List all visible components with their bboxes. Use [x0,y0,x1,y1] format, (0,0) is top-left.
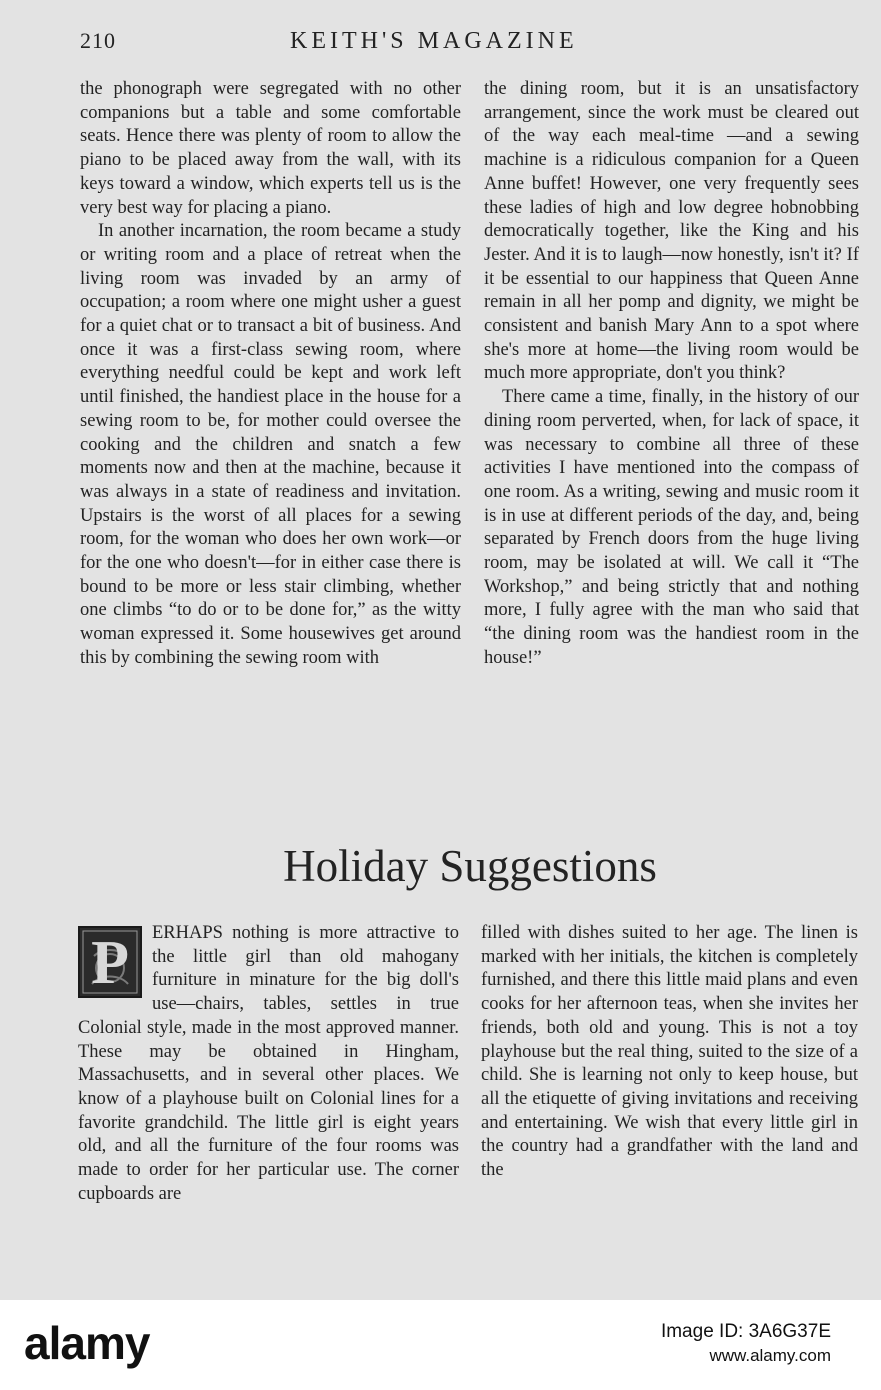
magazine-title: KEITH'S MAGAZINE [290,28,578,54]
page-header [80,28,860,64]
article1-column-left [80,78,461,671]
paragraph: the phonograph were segregated with no other companions but a table and some comfortable seats. Hence there was plenty of room to allow the piano to be placed away from the wall, with its keys toward a window, which experts tell us is the very best way for placing a piano. [80,79,461,218]
image-id: Image ID: 3A6G37E [660,1321,831,1342]
alamy-logo: alamy [24,1317,150,1369]
paragraph: the dining room, but it is an unsatisfactory arrangement, since the work must be cleared out of the way each meal-time —and a sewing machine is a ridiculous companion for a Queen Anne buffet! However, one very frequently sees these ladies of high and low degree hobnobbing democratically together, like the King and his Jester. And it is to laugh—now honestly, isn't it? If it be essential to our happiness that Queen Anne remain in all her pomp and dignity, we might be consistent and banish Mary Ann to a spot where she's more at home—the living room would be much more appropriate, don't you think? [484,79,859,384]
paragraph: ERHAPS nothing is more attractive to the little girl than old mahogany furniture in minature for the big doll's use—chairs, tables, settles in true Colonial style, made in the most approved manner. These may be obtained in Hingham, Massachusetts, and in several other places. We know of a playhouse built on Colonial lines for a favorite grandchild. The little girl is eight years old, and all the furniture of the four rooms was made to order for her particular use. The corner cupboards are [78,923,459,1204]
article2-column-right [481,922,858,1183]
watermark-footer [0,1300,881,1390]
article1-column-right [484,78,859,671]
article2-column-left [78,922,459,1206]
source-url: www.alamy.com [709,1346,831,1365]
section-heading: Holiday Suggestions [283,841,657,891]
image-id-block [661,1320,831,1368]
paragraph: There came a time, finally, in the history of our dining room perverted, when, for lack of space, it was necessary to combine all three of these activities I have mentioned into the compass of one room. As a writing, sewing and music room it is in use at different periods of the day, and, being separated by French doors from the huge living room, may be isolated at will. We call it “The Workshop,” and being strictly that and nothing more, I fully agree with the man who said that “the dining room was the handiest room in the house!” [484,387,859,668]
page-number: 210 [80,28,116,53]
ornamental-drop-cap [78,926,142,998]
paragraph: filled with dishes suited to her age. The linen is marked with her initials, the kitchen is completely furnished, and there this little maid plans and even cooks for her afternoon teas, when she invites her friends, both old and young. This is not a toy playhouse but the real thing, suited to the size of a child. She is learning not only to keep house, but all the etiquette of giving invitations and receiving and entertaining. We wish that every little girl in the country had a grandfather with the land and the [481,923,858,1181]
paragraph: In another incarnation, the room became a study or writing room and a place of retreat when the living room was invaded by an army of occupation; a room where one might usher a guest for a quiet chat or to transact a bit of business. And once it was a first-class sewing room, where everything needful could be kept and work left until finished, the handiest place in the house for a sewing room to be, for mother could oversee the cooking and the children and snatch a few moments now and then at the machine, because it was always in a state of readiness and invitation. Upstairs is the worst of all places for a sewing room, for the woman who does her own work—or for the one who doesn't—for in either case there is bound to be more or less stair climbing, whether one climbs “to do or to be done for,” as the witty woman expressed it. Some housewives get around this by combining the sewing room with [80,221,461,668]
drop-cap-letter: P [91,929,129,997]
